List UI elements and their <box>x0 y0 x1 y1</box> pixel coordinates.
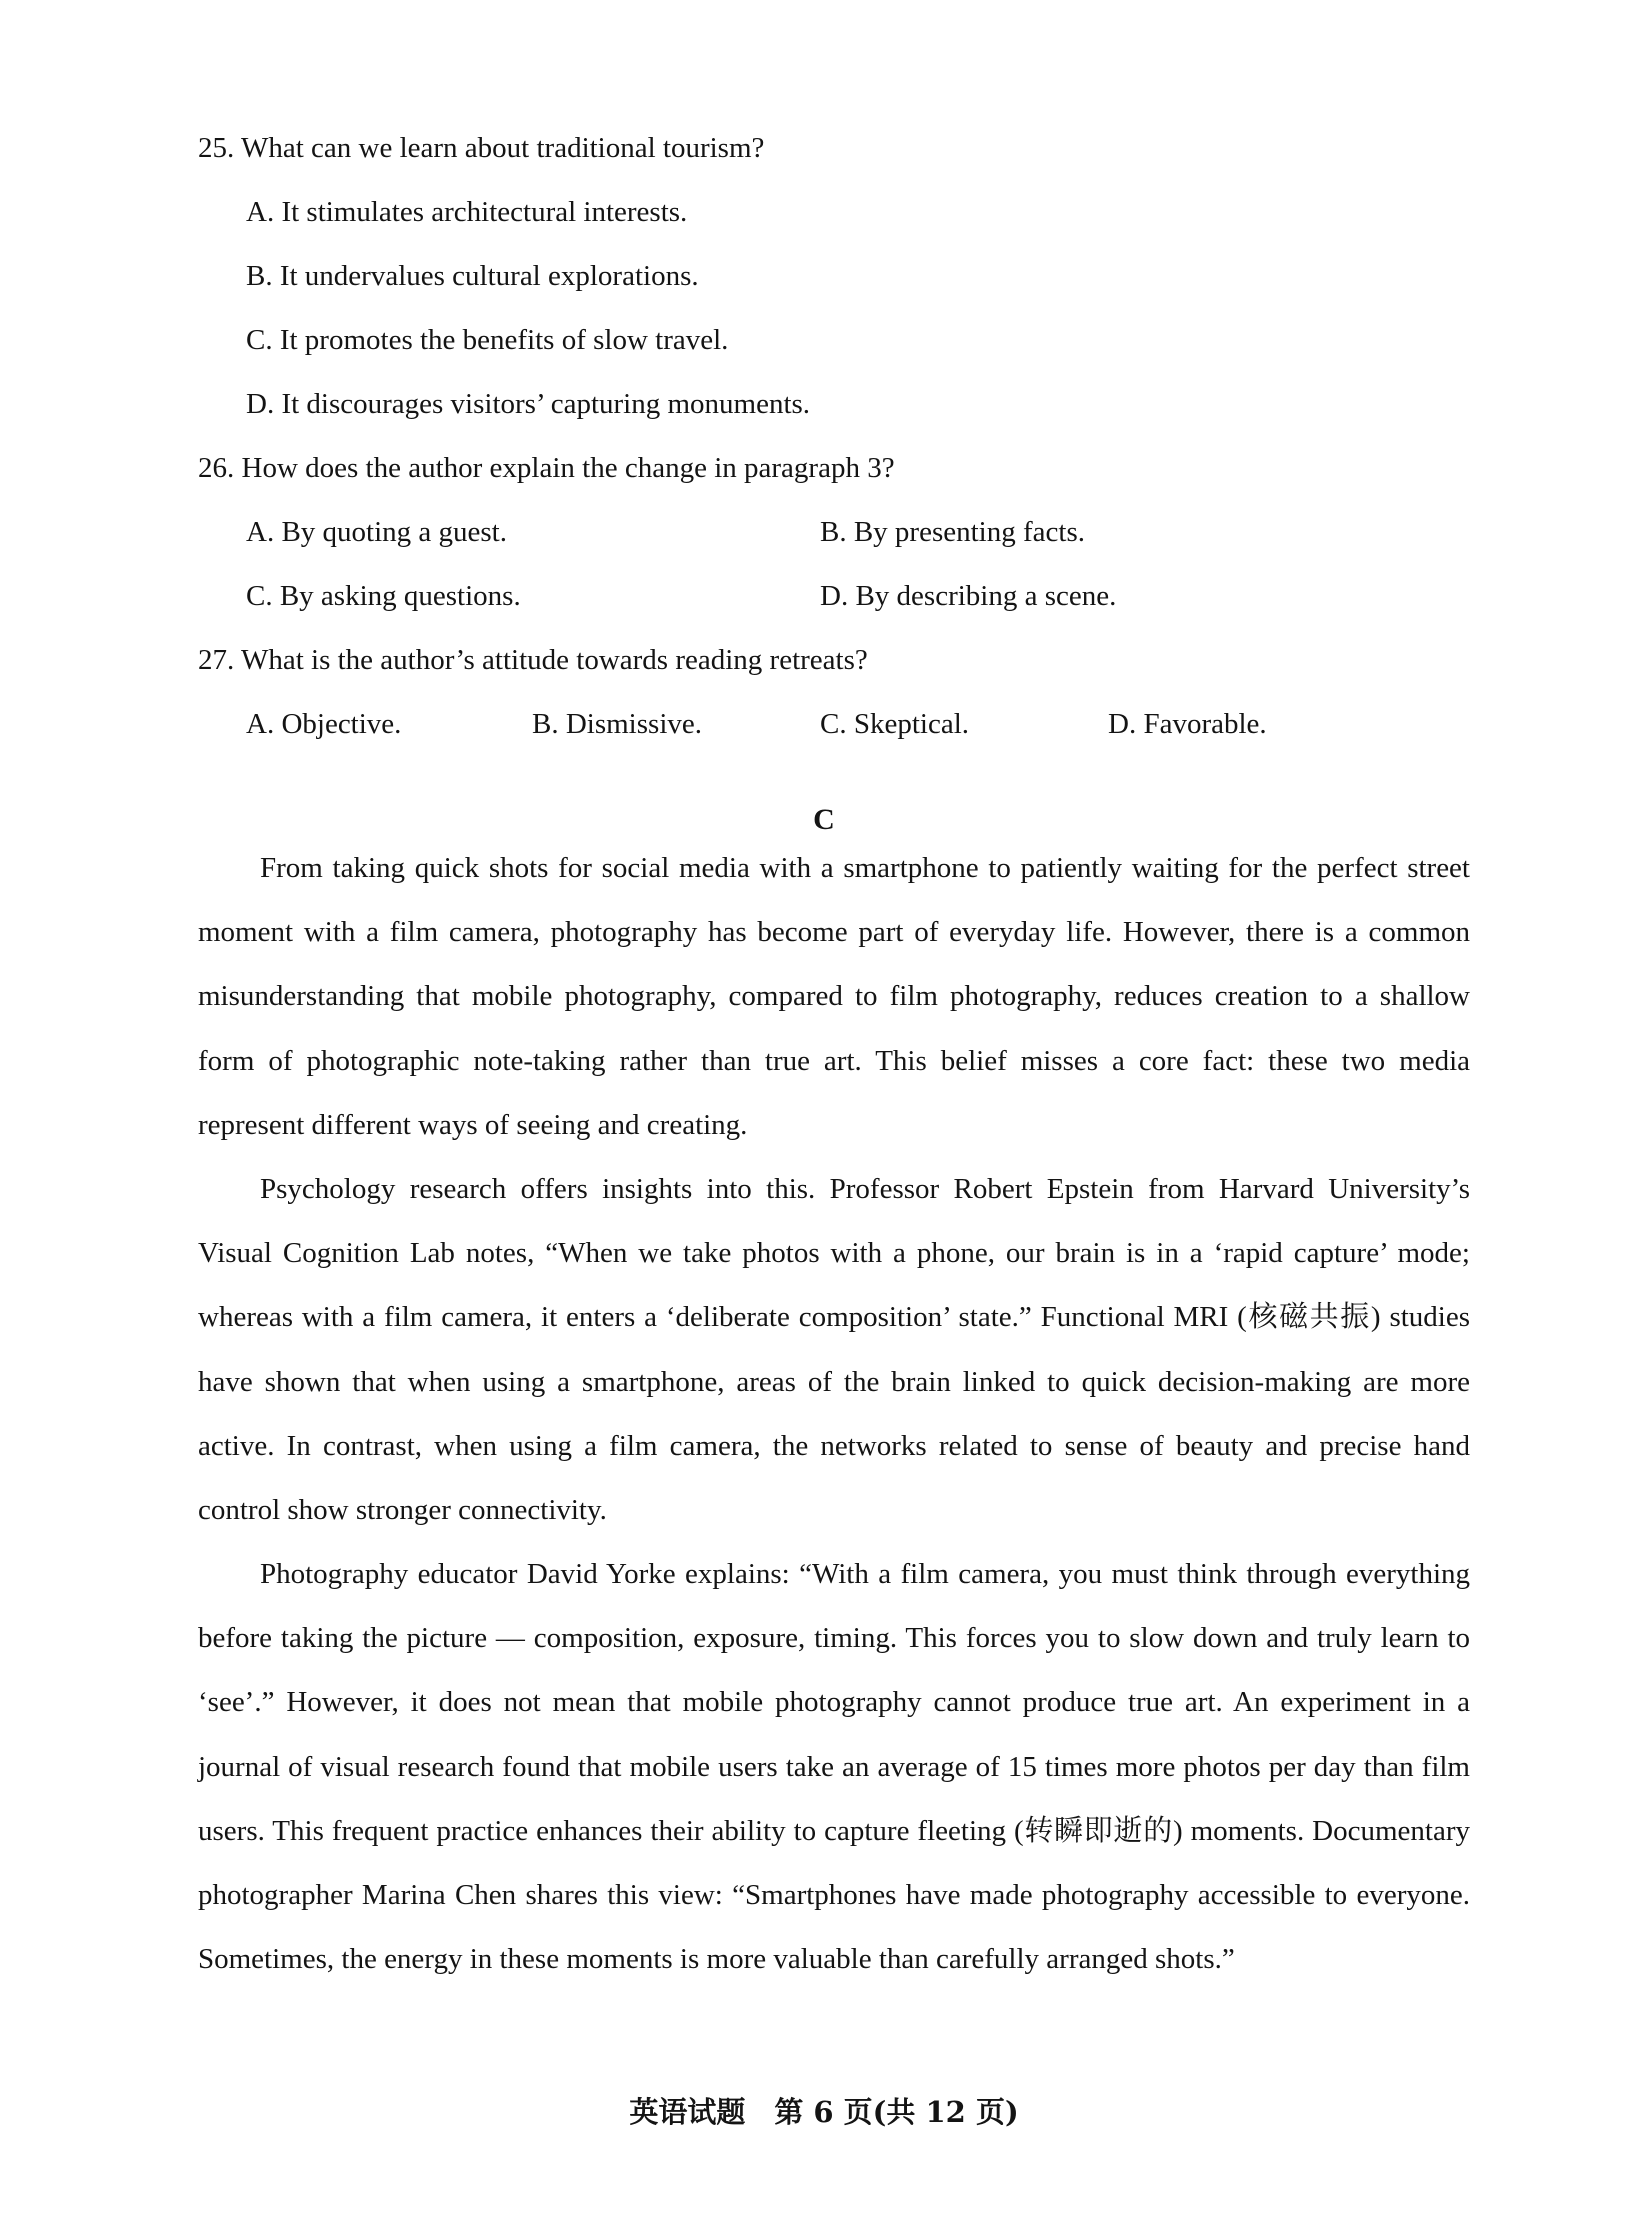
passage-paragraph-2: Psychology research offers insights into this. Professor Robert Epstein from Harvard University’s Visual Cognition Lab notes, “When we take photos with a phone, our brain is in a ‘rapid capture’ mode; whereas with a film camera, it enters a ‘deliberate composition’ state.” Functional MRI (核磁共振) studies have shown that when using a smartphone, areas of the brain linked to quick decision-making are more active. In contrast, when using a film camera, the networks related to sense of beauty and precise hand control show stronger connectivity. <box>198 1173 1470 1527</box>
q25-option-b: B. It undervalues cultural explorations. <box>246 260 699 292</box>
q25-option-a: A. It stimulates architectural interests. <box>246 196 688 228</box>
q27-option-c: C. Skeptical. <box>820 708 970 740</box>
question-number: 25. <box>198 132 235 164</box>
q26-option-a: A. By quoting a guest. <box>246 516 507 548</box>
question-number: 27. <box>198 644 235 676</box>
q27-option-a: A. Objective. <box>246 708 402 740</box>
q26-option-b: B. By presenting facts. <box>820 516 1085 548</box>
question-text: What can we learn about traditional tourism? <box>240 132 765 164</box>
question-text: What is the author’s attitude towards reading retreats? <box>240 644 868 676</box>
question-26-stem <box>198 448 895 488</box>
passage-paragraph-1: From taking quick shots for social media with a smartphone to patiently waiting for the perfect street moment with a film camera, photography has become part of everyday life. However, there is a common misunderstanding that mobile photography, compared to film photography, reduces creation to a shallow form of photographic note-taking rather than true art. This belief misses a core fact: these two media represent different ways of seeing and creating. <box>198 852 1470 1141</box>
q27-option-d: D. Favorable. <box>1108 708 1267 740</box>
question-27-stem <box>198 640 868 680</box>
q27-option-b: B. Dismissive. <box>532 708 702 740</box>
q25-option-d: D. It discourages visitors’ capturing monuments. <box>246 388 811 420</box>
question-25-stem <box>198 128 764 168</box>
page-footer: 英语试题 第 6 页(共 12 页) <box>629 2095 1019 2129</box>
question-number: 26. <box>198 452 235 484</box>
question-text: How does the author explain the change in paragraph 3? <box>241 452 895 484</box>
q25-option-c: C. It promotes the benefits of slow travel. <box>246 324 729 356</box>
passage-paragraph-3: Photography educator David Yorke explains: “With a film camera, you must think through everything before taking the picture — composition, exposure, timing. This forces you to slow down and truly learn to ‘see’.” However, it does not mean that mobile photography cannot produce true art. An experiment in a journal of visual research found that mobile users take an average of 15 times more photos per day than film users. This frequent practice enhances their ability to capture fleeting (转瞬即逝的) moments. Documentary photographer Marina Chen shares this view: “Smartphones have made photography accessible to everyone. Sometimes, the energy in these moments is more valuable than carefully arranged shots.” <box>198 1558 1470 1976</box>
q26-option-d: D. By describing a scene. <box>820 580 1117 612</box>
q26-option-c: C. By asking questions. <box>246 580 521 612</box>
section-heading: C <box>813 803 835 836</box>
